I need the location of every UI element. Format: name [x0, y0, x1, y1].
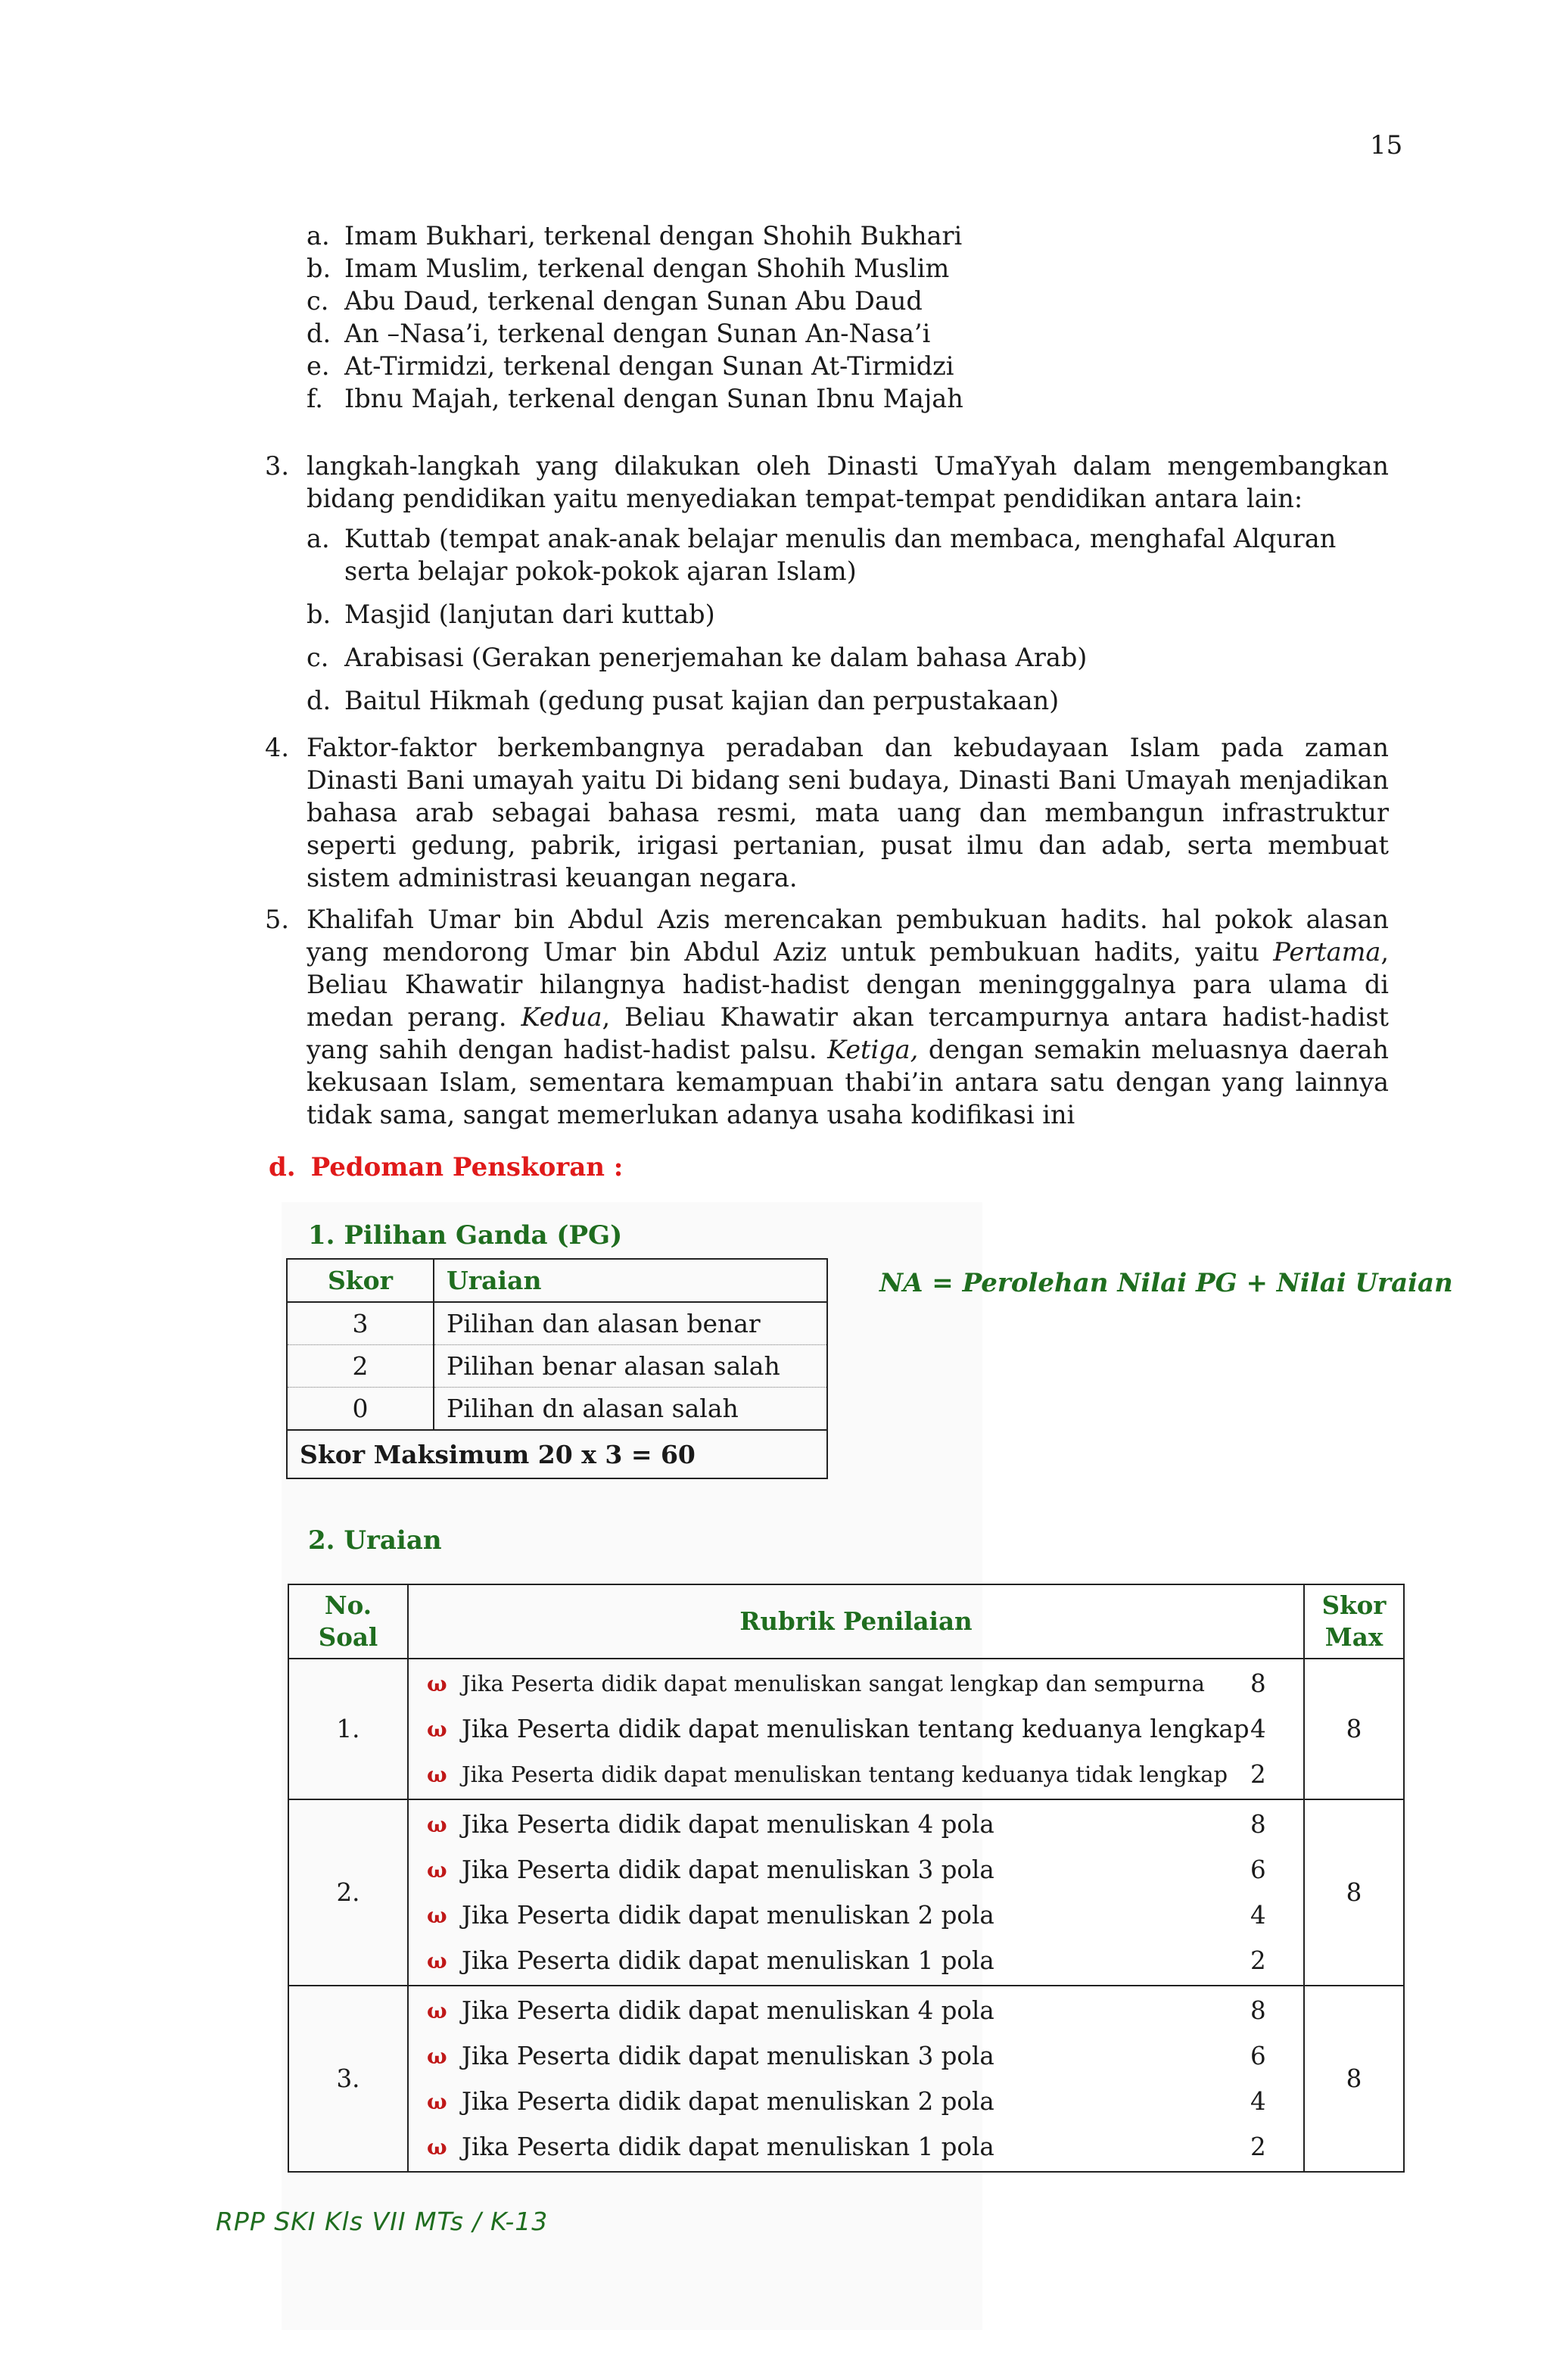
list-marker: c.: [307, 286, 329, 316]
rubric-line: [427, 2079, 1303, 2124]
list-marker: d.: [307, 319, 331, 348]
rubric-line: [427, 1661, 1303, 1706]
page-number: 15: [1370, 130, 1403, 160]
question-number-cell: 3.: [288, 1986, 408, 2172]
max-score-cell: Skor Maksimum 20 x 3 = 60: [287, 1430, 827, 1478]
list-text: An –Nasa’i, terkenal dengan Sunan An-Nasa’i: [344, 319, 931, 348]
list-text: Imam Muslim, terkenal dengan Shohih Muslim: [344, 254, 950, 283]
omega-bullet-icon: ω: [427, 1902, 447, 1928]
omega-bullet-icon: ω: [427, 2134, 447, 2160]
list-text: Arabisasi (Gerakan penerjemahan ke dalam bahasa Arab): [344, 643, 1088, 672]
section-marker: d.: [269, 1152, 296, 1182]
answer-item-3: [265, 450, 1389, 727]
section-heading-scoring: [269, 1152, 623, 1182]
table-row: [288, 1659, 1404, 1799]
emphasis-first: Pertama: [1273, 937, 1381, 967]
item-text-part: , Beliau Khawatir hilangnya hadist-hadist dengan meningggalnya para ulama di medan perang.: [307, 937, 1389, 1032]
rubric-points: 8: [1250, 1996, 1266, 2025]
list-item: [307, 252, 1389, 285]
list-marker: a.: [307, 221, 330, 251]
rubric-line: [427, 2033, 1303, 2079]
question-number-cell: 2.: [288, 1799, 408, 1986]
skor-cell: 0: [287, 1388, 434, 1431]
max-score-cell: 8: [1304, 1799, 1404, 1986]
rubric-points: 2: [1250, 2132, 1266, 2161]
rubric-criterion: Jika Peserta didik dapat menuliskan 3 pola: [462, 2042, 994, 2070]
rubric-points: 4: [1250, 1715, 1266, 1743]
max-score-cell: 8: [1304, 1659, 1404, 1799]
pg-score-table: [286, 1258, 828, 1479]
rubric-criterion: Jika Peserta didik dapat menuliskan 2 pola: [462, 1901, 994, 1930]
list-text: Masjid (lanjutan dari kuttab): [344, 600, 715, 629]
table-row: [288, 1986, 1404, 2172]
omega-bullet-icon: ω: [427, 1948, 447, 1973]
rubric-criterion: Jika Peserta didik dapat menuliskan tentang keduanya tidak lengkap: [462, 1762, 1228, 1787]
list-item: [307, 522, 1389, 587]
skor-cell: 3: [287, 1302, 434, 1345]
uraian-cell: Pilihan dn alasan salah: [434, 1388, 827, 1431]
uraian-heading: 2. Uraian: [308, 1525, 442, 1556]
uraian-cell: Pilihan benar alasan salah: [434, 1345, 827, 1388]
hadith-scholars-list: [307, 220, 1389, 415]
list-item: [307, 285, 1389, 317]
list-marker: d.: [307, 686, 331, 715]
rubric-points: 8: [1250, 1810, 1266, 1839]
list-marker: b.: [307, 600, 331, 629]
omega-bullet-icon: ω: [427, 1811, 447, 1837]
list-item: [307, 317, 1389, 350]
list-marker: b.: [307, 254, 331, 283]
table-row: [287, 1388, 827, 1431]
emphasis-second: Kedua: [521, 1002, 602, 1032]
omega-bullet-icon: ω: [427, 1671, 447, 1696]
list-text: At-Tirmidzi, terkenal dengan Sunan At-Tirmidzi: [344, 351, 954, 381]
table-row: [288, 1799, 1404, 1986]
uraian-rubric-table: [288, 1584, 1405, 2173]
rubric-criterion: Jika Peserta didik dapat menuliskan 2 pola: [462, 2087, 994, 2116]
rubric-cell: [408, 1986, 1304, 2172]
rubric-criterion: Jika Peserta didik dapat menuliskan 4 pola: [462, 1996, 994, 2025]
rubric-line: [427, 1892, 1303, 1938]
section-title: Pedoman Penskoran :: [310, 1152, 624, 1182]
omega-bullet-icon: ω: [427, 1857, 447, 1883]
rubric-line: [427, 1847, 1303, 1892]
rubric-cell: [408, 1659, 1304, 1799]
question-number-cell: 1.: [288, 1659, 408, 1799]
rubric-line: [427, 1988, 1303, 2033]
item-marker: 3.: [265, 451, 289, 481]
list-text: Abu Daud, terkenal dengan Sunan Abu Daud: [344, 286, 923, 316]
document-footer: RPP SKI Kls VII MTs / K-13: [216, 2207, 549, 2236]
pg-heading: 1. Pilihan Ganda (PG): [308, 1220, 623, 1251]
list-text: Imam Bukhari, terkenal dengan Shohih Bukhari: [344, 221, 963, 251]
table-row: [287, 1345, 827, 1388]
omega-bullet-icon: ω: [427, 1716, 447, 1742]
item-marker: 4.: [265, 733, 289, 762]
rubric-criterion: Jika Peserta didik dapat menuliskan 3 pola: [462, 1855, 994, 1884]
item-text: langkah-langkah yang dilakukan oleh Dinasti UmaYyah dalam mengembangkan bidang pendidikan yaitu menyediakan tempat-tempat pendidikan antara lain:: [307, 451, 1389, 513]
rubric-criterion: Jika Peserta didik dapat menuliskan 1 pola: [462, 1946, 994, 1975]
rubric-points: 6: [1250, 2042, 1266, 2070]
rubric-points: 4: [1250, 2087, 1266, 2116]
answer-item-4: [265, 731, 1389, 894]
rubric-points: 4: [1250, 1901, 1266, 1930]
list-item: [307, 598, 1389, 631]
col-header-uraian: Uraian: [434, 1259, 827, 1302]
rubric-line: [427, 1706, 1303, 1752]
rubric-criterion: Jika Peserta didik dapat menuliskan 4 pola: [462, 1810, 994, 1839]
list-marker: a.: [307, 524, 330, 553]
list-item: [307, 382, 1389, 415]
answer-item-5: [265, 903, 1389, 1131]
omega-bullet-icon: ω: [427, 1998, 447, 2023]
list-marker: e.: [307, 351, 330, 381]
rubric-points: 8: [1250, 1669, 1266, 1698]
rubric-points: 2: [1250, 1946, 1266, 1975]
final-score-formula: NA = Perolehan Nilai PG + Nilai Uraian: [879, 1268, 1453, 1298]
list-item: [307, 220, 1389, 252]
skor-cell: 2: [287, 1345, 434, 1388]
rubric-line: [427, 1752, 1303, 1797]
emphasis-third: Ketiga,: [827, 1035, 919, 1064]
rubric-cell: [408, 1799, 1304, 1986]
list-item: [307, 641, 1389, 674]
uraian-cell: Pilihan dan alasan benar: [434, 1302, 827, 1345]
rubric-line: [427, 1802, 1303, 1847]
list-text: Baitul Hikmah (gedung pusat kajian dan perpustakaan): [344, 686, 1060, 715]
omega-bullet-icon: ω: [427, 2043, 447, 2069]
rubric-criterion: Jika Peserta didik dapat menuliskan sangat lengkap dan sempurna: [462, 1671, 1205, 1696]
rubric-criterion: Jika Peserta didik dapat menuliskan tentang keduanya lengkap: [462, 1715, 1250, 1743]
rubric-line: [427, 2124, 1303, 2170]
list-item: [307, 684, 1389, 717]
col-header-skor-max: Skor Max: [1304, 1584, 1404, 1659]
item-text: Faktor-faktor berkembangnya peradaban dan kebudayaan Islam pada zaman Dinasti Bani umayah yaitu Di bidang seni budaya, Dinasti Bani Umayah menjadikan bahasa arab sebagai bahasa resmi, mata uang dan membangun infrastruktur seperti gedung, pabrik, irigasi pertanian, pusat ilmu dan adab, serta membuat sistem administrasi keuangan negara.: [307, 733, 1389, 892]
list-marker: c.: [307, 643, 329, 672]
item-text-part: dengan semakin meluasnya daerah kekusaan Islam, sementara kemampuan thabi’in antara satu dengan yang lainnya tidak sama, sangat memerlukan adanya usaha kodifikasi ini: [307, 1035, 1389, 1129]
rubric-points: 2: [1250, 1760, 1266, 1789]
omega-bullet-icon: ω: [427, 2089, 447, 2114]
list-item: [307, 350, 1389, 382]
max-score-cell: 8: [1304, 1986, 1404, 2172]
item-text-part: Khalifah Umar bin Abdul Azis merencakan pembukuan hadits. hal pokok alasan yang mendorong Umar bin Abdul Aziz untuk pembukuan hadits, yaitu: [307, 905, 1389, 967]
list-text: Kuttab (tempat anak-anak belajar menulis dan membaca, menghafal Alquran serta belajar pokok-pokok ajaran Islam): [344, 524, 1337, 586]
list-text: Ibnu Majah, terkenal dengan Sunan Ibnu Majah: [344, 384, 963, 413]
rubric-line: [427, 1938, 1303, 1983]
omega-bullet-icon: ω: [427, 1762, 447, 1787]
list-marker: f.: [307, 384, 323, 413]
rubric-points: 6: [1250, 1855, 1266, 1884]
table-row: [287, 1302, 827, 1345]
col-header-no-soal: No. Soal: [288, 1584, 408, 1659]
col-header-rubrik: Rubrik Penilaian: [408, 1584, 1304, 1659]
rubric-criterion: Jika Peserta didik dapat menuliskan 1 pola: [462, 2132, 994, 2161]
item-marker: 5.: [265, 905, 289, 934]
item-text-part: , Beliau Khawatir akan tercampurnya antara hadist-hadist yang sahih dengan hadist-hadist palsu.: [307, 1002, 1390, 1064]
col-header-skor: Skor: [287, 1259, 434, 1302]
